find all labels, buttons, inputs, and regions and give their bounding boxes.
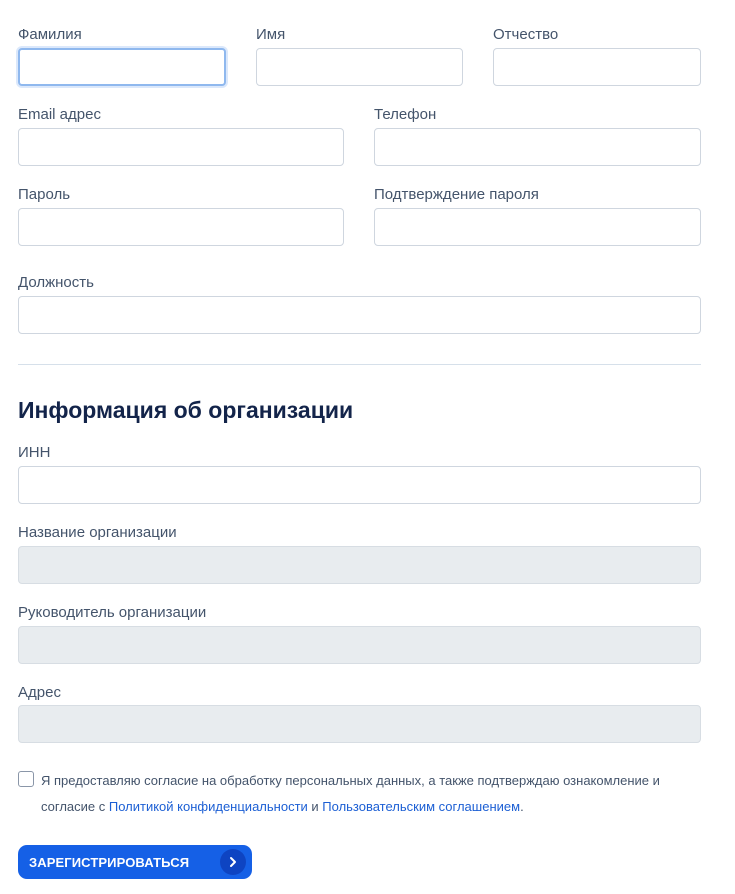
section-divider bbox=[18, 364, 701, 365]
privacy-policy-link[interactable]: Политикой конфиденциальности bbox=[108, 799, 308, 814]
middle-name-input[interactable] bbox=[493, 48, 701, 86]
consent-text bbox=[41, 768, 701, 820]
register-button[interactable] bbox=[18, 845, 252, 879]
consent-text-and: и bbox=[307, 799, 323, 814]
director-field bbox=[18, 626, 701, 664]
consent-checkbox[interactable] bbox=[18, 771, 34, 787]
director-label: Руководитель организации bbox=[18, 604, 207, 621]
email-label: Email адрес bbox=[18, 106, 101, 123]
first-name-label: Имя bbox=[256, 26, 286, 43]
password-confirm-input[interactable] bbox=[374, 208, 701, 246]
org-name-field bbox=[18, 546, 701, 584]
inn-label: ИНН bbox=[18, 444, 51, 461]
position-input[interactable] bbox=[18, 296, 701, 334]
address-field bbox=[18, 705, 701, 743]
password-label: Пароль bbox=[18, 186, 71, 203]
address-label: Адрес bbox=[18, 684, 61, 701]
chevron-right-icon bbox=[220, 849, 246, 875]
first-name-input[interactable] bbox=[256, 48, 463, 86]
register-button-label: ЗАРЕГИСТРИРОВАТЬСЯ bbox=[29, 854, 190, 870]
last-name-input[interactable] bbox=[18, 48, 226, 86]
password-input[interactable] bbox=[18, 208, 344, 246]
inn-input[interactable] bbox=[18, 466, 701, 504]
position-label: Должность bbox=[18, 274, 94, 291]
phone-input[interactable] bbox=[374, 128, 701, 166]
organization-section-title: Информация об организации bbox=[18, 397, 354, 423]
last-name-label: Фамилия bbox=[18, 26, 82, 43]
consent-text-main: Я предоставляю согласие на обработку персональных данных, а также подтверждаю ознакомление и согласие с bbox=[41, 773, 660, 814]
phone-label: Телефон bbox=[374, 106, 437, 123]
middle-name-label: Отчество bbox=[493, 26, 559, 43]
password-confirm-label: Подтверждение пароля bbox=[374, 186, 539, 203]
email-input[interactable] bbox=[18, 128, 344, 166]
org-name-label: Название организации bbox=[18, 524, 177, 541]
user-agreement-link[interactable]: Пользовательским соглашением bbox=[322, 799, 521, 814]
consent-text-end: . bbox=[520, 799, 524, 814]
